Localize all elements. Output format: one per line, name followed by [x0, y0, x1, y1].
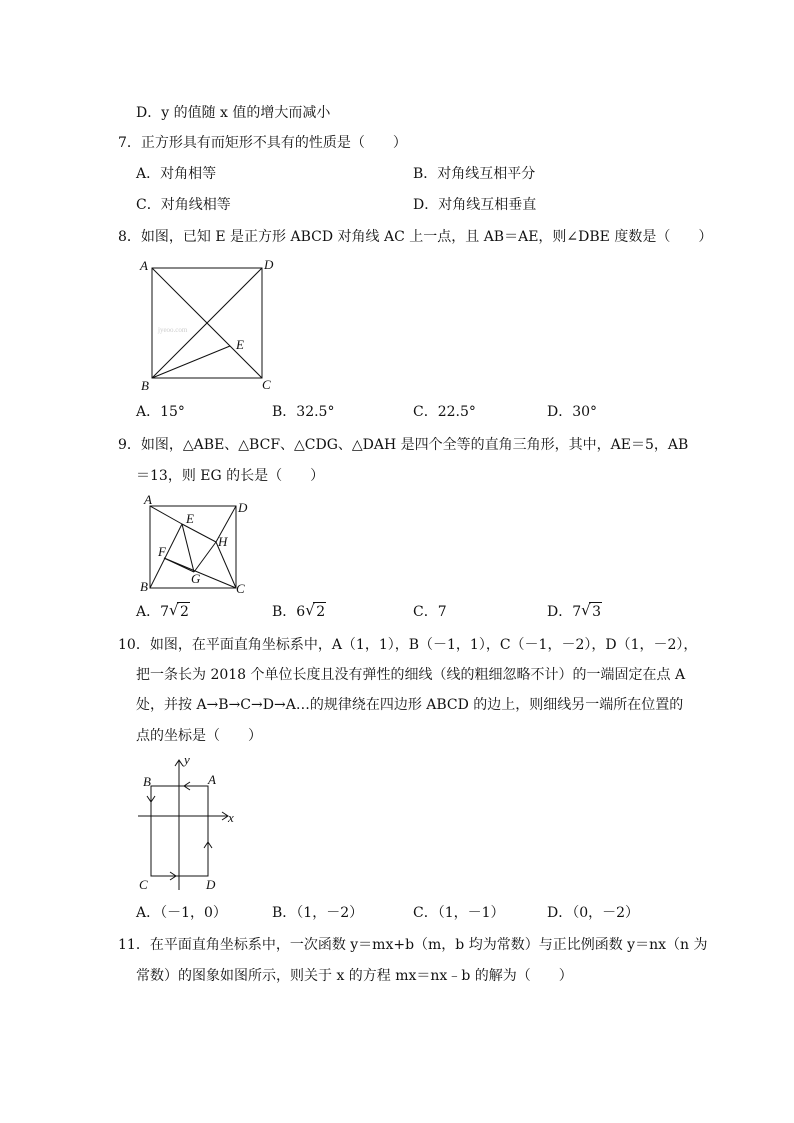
q10-stem-line2: 把一条长为 2018 个单位长度且没有弹性的细线（线的粗细忽略不计）的一端固定在点 A	[136, 667, 686, 683]
sqrt-symbol: √ 2	[305, 601, 326, 620]
q8-option-b: B．32.5°	[272, 404, 335, 420]
label-x: x	[228, 810, 234, 825]
sqrt-symbol: √ 2	[169, 601, 189, 620]
segment-eb	[150, 524, 182, 588]
q10-option-c: C．（1，－1）	[413, 905, 505, 921]
label-a: A	[208, 772, 216, 787]
q9-option-d-radicand: 3	[592, 604, 602, 620]
q9-stem-line2: ＝13，则 EG 的长是（ ）	[136, 468, 325, 484]
q11-stem-line1: 11．在平面直角坐标系中，一次函数 y＝mx+b（m，b 均为常数）与正比例函数 y＝nx（n 为	[118, 937, 708, 953]
label-e: E	[186, 511, 194, 526]
segment-fg	[164, 558, 194, 572]
label-c: C	[236, 581, 245, 596]
q9-option-a-radicand: 2	[180, 604, 189, 620]
q9-option-d	[547, 603, 601, 621]
q8-square-figure	[138, 256, 278, 396]
q7-option-d: D．对角线互相垂直	[413, 197, 537, 213]
label-e: E	[236, 337, 244, 352]
q9-option-b	[272, 603, 325, 621]
label-d: D	[238, 500, 248, 515]
label-g: G	[191, 571, 201, 586]
q8-stem: 8．如图，已知 E 是正方形 ABCD 对角线 AC 上一点，且 AB＝AE，则∠DBE 度数是（ ）	[118, 229, 713, 245]
segment-ae	[150, 506, 182, 524]
q8-option-a: A．15°	[136, 404, 185, 420]
q9-option-c: C．7	[413, 604, 447, 620]
label-c: C	[139, 877, 148, 892]
q10-stem-line1: 10．如图，在平面直角坐标系中，A（1，1），B（－1，1），C（－1，－2），D（1，－2），	[118, 637, 698, 653]
q9-option-a-coef: A．7	[136, 604, 170, 620]
segment-eh	[182, 524, 216, 542]
q10-option-b: B．（1，－2）	[272, 905, 364, 921]
q11-stem-line2: 常数）的图象如图所示，则关于 x 的方程 mx＝nx﹣b 的解为（ ）	[136, 968, 573, 984]
label-b: B	[141, 378, 149, 393]
label-f: F	[158, 544, 166, 559]
label-d: D	[264, 257, 274, 272]
q9-stem-line1: 9．如图，△ABE、△BCF、△CDG、△DAH 是四个全等的直角三角形，其中，AE＝5，AB	[118, 437, 689, 453]
q9-option-b-coef: B．6	[272, 604, 306, 620]
segment-gh	[194, 542, 216, 572]
q7-option-c: C．对角线相等	[136, 197, 231, 213]
q8-option-c: C．22.5°	[413, 404, 476, 420]
label-b: B	[143, 774, 151, 789]
q10-option-d: D．（0，－2）	[547, 905, 640, 921]
q9-option-d-coef: D．7	[547, 604, 582, 620]
q9-option-b-radicand: 2	[316, 604, 326, 620]
q7-option-b: B．对角线互相平分	[413, 166, 536, 182]
q6-option-d: D．y 的值随 x 值的增大而减小	[136, 105, 331, 121]
q9-square-figure	[136, 490, 256, 600]
label-d: D	[206, 877, 216, 892]
q10-option-a: A．（－1，0）	[136, 905, 227, 921]
q10-coordinate-figure	[132, 752, 242, 894]
segment-be	[152, 346, 230, 378]
q7-stem: 7．正方形具有而矩形不具有的性质是（ ）	[118, 135, 407, 151]
label-a: A	[144, 492, 152, 507]
q10-stem-line4: 点的坐标是（ ）	[136, 728, 262, 744]
label-y: y	[184, 752, 190, 767]
label-c: C	[262, 377, 271, 392]
q10-stem-line3: 处，并按 A→B→C→D→A…的规律绕在四边形 ABCD 的边上，则细线另一端所在位置的	[136, 697, 684, 713]
segment-eg	[182, 524, 194, 572]
label-a: A	[140, 258, 148, 273]
q9-option-a	[136, 603, 189, 621]
q7-option-a: A．对角相等	[136, 166, 217, 182]
watermark: jyeoo.com	[158, 326, 188, 334]
sqrt-symbol: √ 3	[581, 601, 602, 620]
q8-option-d: D．30°	[547, 404, 598, 420]
label-b: B	[140, 579, 148, 594]
label-h: H	[218, 534, 228, 549]
